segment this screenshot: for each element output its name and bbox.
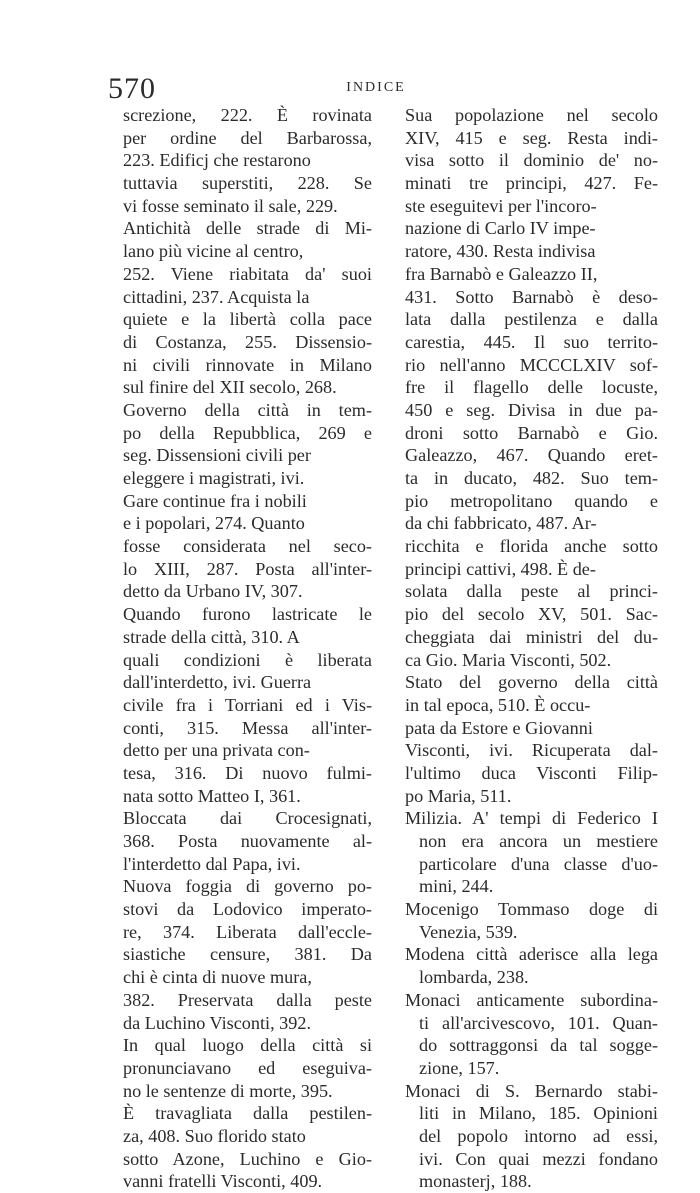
index-line: chi è cinta di nuove mura, <box>123 967 312 988</box>
index-line: da Luchino Visconti, 392. <box>123 1012 312 1033</box>
index-line: droni sotto Barnabò e Gio. <box>405 422 658 443</box>
index-line: detto da Urbano IV, 307. <box>123 581 303 602</box>
index-line: Mocenigo Tommaso doge di <box>405 899 658 920</box>
index-line: nazione di Carlo IV impe- <box>405 218 596 239</box>
index-line: visa sotto il dominio de' no- <box>405 150 658 171</box>
index-line: fosse considerata nel seco- <box>123 536 372 557</box>
index-line: Galeazzo, 467. Quando eret- <box>405 445 658 466</box>
index-line: pronunciavano ed eseguiva- <box>123 1057 372 1078</box>
index-line: conti, 315. Messa all'inter- <box>123 717 372 738</box>
index-line: do sottraggonsi da tal sogge- <box>419 1035 658 1056</box>
index-line: l'ultimo duca Visconti Filip- <box>405 762 658 783</box>
index-line: quiete e la libertà colla pace <box>123 309 372 330</box>
index-line: non era ancora un mestiere <box>419 831 658 851</box>
index-line: 431. Sotto Barnabò è deso- <box>405 286 658 307</box>
index-line: po Maria, 511. <box>405 785 512 806</box>
index-line: particolare d'una classe d'uo- <box>419 853 658 874</box>
index-line: ricchita e florida anche sotto <box>405 536 658 557</box>
index-line: tuttavia superstiti, 228. Se <box>123 173 372 194</box>
index-line: liti in Milano, 185. Opinioni <box>419 1103 658 1124</box>
index-line: po della Repubblica, 269 e <box>123 422 372 443</box>
index-line: ni civili rinnovate in Milano <box>123 354 372 375</box>
index-column-left <box>123 104 372 1193</box>
index-line: lo XIII, 287. Posta all'inter- <box>123 558 372 579</box>
index-line: Nuova foggia di governo po- <box>123 876 372 897</box>
index-line: fra Barnabò e Galeazzo II, <box>405 263 598 284</box>
running-head: INDICE <box>346 80 406 95</box>
index-line: 382. Preservata dalla peste <box>123 989 372 1010</box>
index-line: per ordine del Barbarossa, <box>123 127 372 148</box>
index-line: nata sotto Matteo I, 361. <box>123 785 301 806</box>
index-line: za, 408. Suo florido stato <box>123 1125 306 1146</box>
index-line: e i popolari, 274. Quanto <box>123 513 305 534</box>
index-line: 252. Viene riabitata da' suoi <box>123 263 372 284</box>
index-line: pata da Estore e Giovanni <box>405 717 593 738</box>
index-line: eleggere i magistrati, ivi. <box>123 468 305 488</box>
index-line: cittadini, 237. Acquista la <box>123 286 310 307</box>
index-line: detto per una privata con- <box>123 740 310 761</box>
index-line: Governo della città in tem- <box>123 399 372 420</box>
index-line: re, 374. Liberata dall'eccle- <box>123 921 372 942</box>
index-line: XIV, 415 e seg. Resta indi- <box>405 127 658 148</box>
index-line: Quando furono lastricate le <box>123 604 372 625</box>
index-line: Milizia. A' tempi di Federico I <box>405 808 658 829</box>
index-line: ratore, 430. Resta indivisa <box>405 241 596 262</box>
index-line: Antichità delle strade di Mi- <box>123 218 372 239</box>
index-line: sul finire del XII secolo, 268. <box>123 377 337 398</box>
index-line: lombarda, 238. <box>419 967 529 988</box>
index-line: solata dalla peste al princi- <box>405 581 658 602</box>
index-column-right <box>405 104 658 1193</box>
index-line: da chi fabbricato, 487. Ar- <box>405 513 597 534</box>
index-line: civile fra i Torriani ed i Vis- <box>123 694 372 715</box>
index-line: ivi. Con quai mezzi fondano <box>419 1148 658 1169</box>
index-line: 368. Posta nuovamente al- <box>123 831 372 851</box>
index-line: minati tre principi, 427. Fe- <box>405 173 658 194</box>
index-line: mini, 244. <box>419 876 494 897</box>
index-line: Venezia, 539. <box>419 921 518 942</box>
index-line: 223. Edificj che restarono <box>123 150 311 171</box>
index-line: seg. Dissensioni civili per <box>123 445 311 466</box>
page-number: 570 <box>108 72 156 105</box>
index-line: Sua popolazione nel secolo <box>405 105 658 125</box>
index-line: ste eseguitevi per l'incoro- <box>405 195 597 216</box>
index-line: rio nell'anno MCCCLXIV sof- <box>405 354 658 375</box>
index-line: vi fosse seminato il sale, 229. <box>123 195 338 216</box>
index-line: tesa, 316. Di nuovo fulmi- <box>123 762 372 783</box>
index-line: È travagliata dalla pestilen- <box>123 1103 372 1124</box>
index-line: pio del secolo XV, 501. Sac- <box>405 604 658 625</box>
index-line: no le sentenze di morte, 395. <box>123 1080 333 1101</box>
index-line: carestia, 445. Il suo territo- <box>405 331 658 352</box>
index-line: Monaci anticamente subordina- <box>405 989 658 1010</box>
index-line: vanni fratelli Visconti, 409. <box>123 1171 323 1192</box>
index-line: cheggiata dai ministri del du- <box>405 626 658 647</box>
index-line: sotto Azone, Luchino e Gio- <box>123 1148 372 1169</box>
index-line: Monaci di S. Bernardo stabi- <box>405 1080 658 1101</box>
index-line: ti all'arcivescovo, 101. Quan- <box>419 1012 658 1033</box>
index-line: Gare continue fra i nobili <box>123 490 307 511</box>
index-line: Visconti, ivi. Ricuperata dal- <box>405 740 658 761</box>
index-line: Stato del governo della città <box>405 672 658 693</box>
index-line: strade della città, 310. A <box>123 626 300 647</box>
index-line: ca Gio. Maria Visconti, 502. <box>405 649 612 670</box>
index-line: siastiche censure, 381. Da <box>123 944 372 965</box>
index-line: pio metropolitano quando e <box>405 490 658 511</box>
index-line: principi cattivi, 498. È de- <box>405 558 596 579</box>
index-line: screzione, 222. È rovinata <box>123 105 372 125</box>
page-header <box>108 72 644 106</box>
index-line: 450 e seg. Divisa in due pa- <box>405 399 658 420</box>
index-line: quali condizioni è liberata <box>123 649 372 670</box>
index-line: lata dalla pestilenza e dalla <box>405 309 658 330</box>
index-line: fre il flagello delle locuste, <box>405 377 658 398</box>
index-line: Bloccata dai Crocesignati, <box>123 808 372 829</box>
index-line: in tal epoca, 510. È occu- <box>405 694 591 715</box>
index-line: dall'interdetto, ivi. Guerra <box>123 672 312 693</box>
index-line: ta in ducato, 482. Suo tem- <box>405 468 658 488</box>
index-line: In qual luogo della città si <box>123 1035 372 1056</box>
index-line: l'interdetto dal Papa, ivi. <box>123 853 301 874</box>
index-line: zione, 157. <box>419 1057 500 1078</box>
index-line: lano più vicine al centro, <box>123 241 304 262</box>
index-line: Modena città aderisce alla lega <box>405 944 658 965</box>
index-line: di Costanza, 255. Dissensio- <box>123 331 372 352</box>
index-line: del popolo intorno ad essi, <box>419 1125 658 1146</box>
index-line: stovi da Lodovico imperato- <box>123 899 372 920</box>
index-line: monasterj, 188. <box>419 1171 532 1192</box>
